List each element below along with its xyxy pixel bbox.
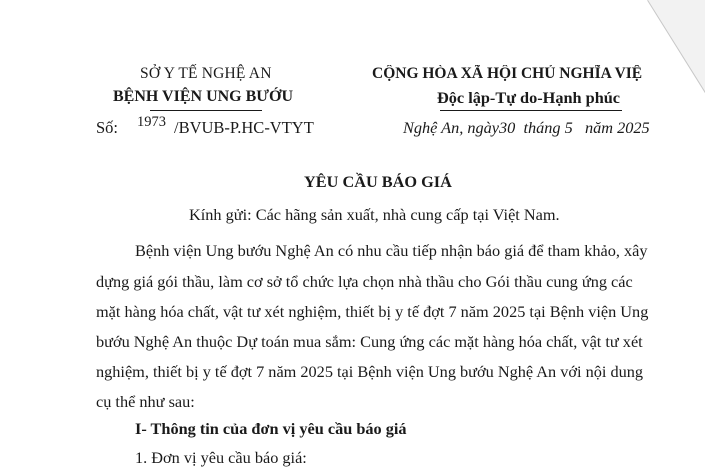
recipient-line: Kính gửi: Các hãng sản xuất, nhà cung cấp tại Việt Nam. [189,205,560,224]
hospital-name: BỆNH VIỆN UNG BƯỚU [113,88,294,105]
body-line: bướu Nghệ An thuộc Dự toán mua sắm: Cung ứng các mặt hàng hóa chất, vật tư xét [96,332,643,351]
body-line: nghiệm, thiết bị y tế đợt 7 năm 2025 tại Bệnh viện Ung bướu Nghệ An với nội dung [96,362,644,381]
underline-hospital [150,110,262,111]
document-number-value: 1973 [137,114,166,130]
section-heading: I- Thông tin của đơn vị yêu cầu báo giá [135,419,407,438]
body-line: mặt hàng hóa chất, vật tư xét nghiệm, thiết bị y tế đợt 7 năm 2025 tại Bệnh viện Ung [96,302,649,321]
document-number-suffix: /BVUB-P.HC-VTYT [174,118,314,137]
date-place: Nghệ An, ngày [403,118,500,137]
date-year-label: năm [584,118,614,137]
document-title: YÊU CẦU BÁO GIÁ [304,172,452,191]
body-line: cụ thể như sau: [96,392,195,411]
department-name: SỞ Y TẾ NGHỆ AN [140,65,272,82]
body-line: Bệnh viện Ung bướu Nghệ An có nhu cầu tiếp nhận báo giá để tham khảo, xây [135,241,648,260]
date-month: 5 [564,118,573,137]
date-year: 2025 [617,118,650,137]
country-name: CỘNG HÒA XÃ HỘI CHỦ NGHĨA VIỆ [372,65,643,82]
date-line [403,118,650,138]
underline-motto [440,110,622,111]
list-item: 1. Đơn vị yêu cầu báo giá: [135,448,307,467]
body-line: dựng giá gói thầu, làm cơ sở tổ chức lựa chọn nhà thầu cho Gói thầu cung ứng các [96,272,633,291]
document-number-label: Số: [96,118,119,137]
date-month-label: tháng [523,118,561,137]
date-day: 30 [499,118,516,137]
national-motto: Độc lập-Tự do-Hạnh phúc [437,88,621,107]
